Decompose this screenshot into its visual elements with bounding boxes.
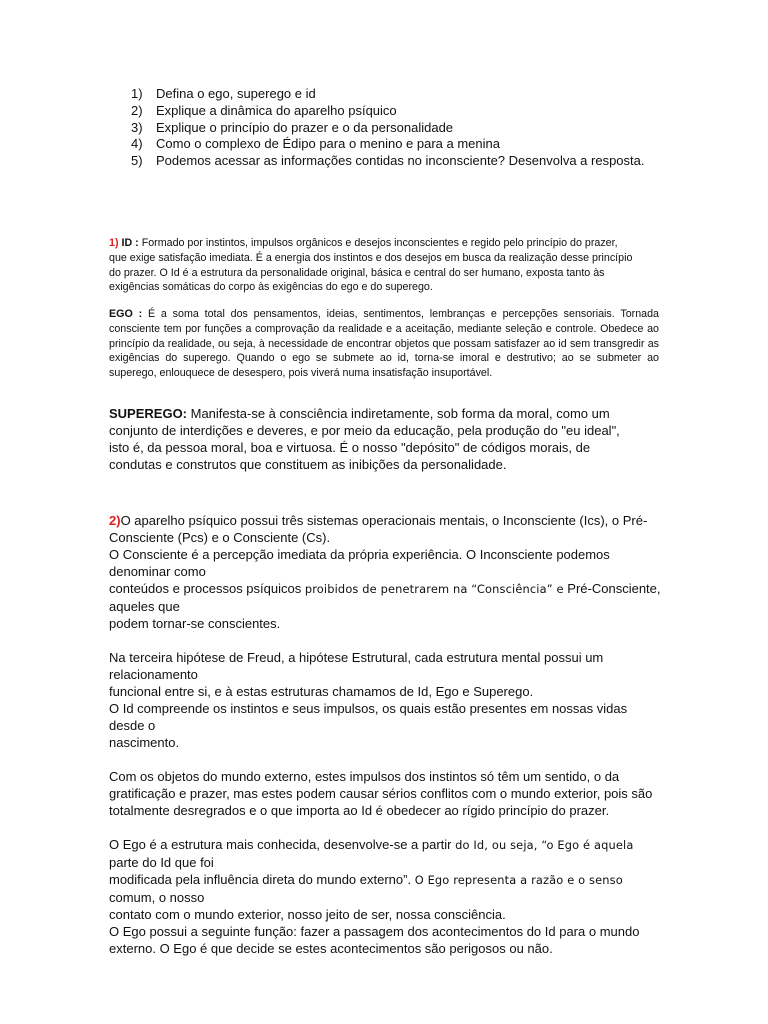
answer-2-number: 2) [109, 513, 121, 528]
text-line: O Id compreende os instintos e seus impulsos, os quais estão presentes em nossas vidas [109, 701, 628, 716]
question-number: 2) [131, 102, 143, 118]
id-text: Formado por instintos, impulsos orgânicos e desejos inconscientes e regido pelo princípio do prazer, que exige satisfação imediata. É a energia dos instintos e dos desejos em busca da realização desse princípio do prazer. O Id é a estrutura da personalidade original, básica e central do ser humano, exposta tanto às exigências somáticas do corpo às exigências do ego e do superego. [109, 237, 633, 294]
question-list [131, 86, 645, 170]
id-definition-paragraph [109, 236, 634, 295]
id-label: ID : [121, 237, 139, 249]
text-line-content: proibidos de penetrarem na “Consciência” e [304, 582, 564, 596]
text-line: relacionamento [109, 667, 198, 682]
question-text: Podemos acessar as informações contidas no inconsciente? Desenvolva a resposta. [156, 153, 645, 169]
question-number: 4) [131, 136, 143, 152]
text-line: comum, o nosso [109, 890, 205, 905]
text-line-content: O aparelho psíquico possui três sistemas operacionais mentais, o Inconsciente (Ics), o Pré- [120, 513, 648, 528]
text-line: totalmente desregrados e o que importa ao Id é obedecer ao rígido princípio do prazer. [109, 803, 610, 818]
answer-2-section [109, 512, 679, 957]
text-line [109, 512, 679, 529]
text-line: Com os objetos do mundo externo, estes impulsos dos instintos só têm um sentido, o da [109, 769, 620, 784]
text-line-content: Pré-Consciente, [563, 581, 661, 596]
text-line-content: modificada pela influência direta do mundo externo”. [109, 872, 415, 887]
superego-definition-paragraph [109, 405, 629, 473]
text-line: denominar como [109, 564, 206, 579]
question-item [131, 136, 645, 153]
text-line [109, 580, 679, 598]
text-line: O Consciente é a percepção imediata da própria experiência. O Inconsciente podemos [109, 547, 610, 562]
question-number: 5) [131, 153, 143, 169]
text-line [109, 871, 679, 889]
text-line: podem tornar-se conscientes. [109, 616, 281, 631]
question-number: 1) [131, 86, 143, 101]
text-line: parte do Id que foi [109, 855, 214, 870]
text-line-content: conteúdos e processos psíquicos [109, 581, 305, 596]
question-text: Como o complexo de Édipo para o menino e para a menina [156, 136, 500, 152]
question-text: Explique a dinâmica do aparelho psíquico [156, 102, 397, 118]
text-line: aqueles que [109, 599, 180, 614]
text-line: externo. O Ego é que decide se estes acontecimentos são perigosos ou não. [109, 941, 553, 956]
superego-text: Manifesta-se à consciência indiretamente, sob forma da moral, como um conjunto de interdições e deveres, e por meio da educação, pela produção do "eu ideal", isto é, da pessoa moral, boa e virtuosa. É o nosso "depósito" de códigos morais, de condutas e construtos que constituem as inibições da personalidade. [109, 406, 620, 472]
ego-text: É a soma total dos pensamentos, ideias, sentimentos, lembranças e percepções sensoriais. Tornada consciente tem por funções a comprovação da realidade e a aceitação, mediante seleção e controle. Obedece ao princípio da realidade, ou seja, à necessidade de encontrar objetos que possam satisfazer ao id sem transgredir as exigências do superego. Quando o ego se submete ao id, torna-se imoral e destrutivo; ao se submeter ao superego, enlouquece de desespero, pois viverá numa insatisfação insuportável. [109, 308, 659, 380]
text-line-content: O Ego é a estrutura mais conhecida, desenvolve-se a partir [109, 837, 456, 852]
text-line: Consciente (Pcs) e o Consciente (Cs). [109, 530, 331, 545]
text-line: contato com o mundo exterior, nosso jeito de ser, nossa consciência. [109, 907, 506, 922]
question-text: Explique o princípio do prazer e o da personalidade [156, 119, 454, 135]
text-line: nascimento. [109, 735, 180, 750]
ego-definition-paragraph [109, 307, 659, 381]
question-item [131, 86, 645, 103]
text-line-content: do Id, ou seja, “o Ego é aquela [455, 838, 634, 852]
question-item [131, 120, 645, 137]
text-line: Na terceira hipótese de Freud, a hipótese Estrutural, cada estrutura mental possui um [109, 650, 604, 665]
question-item [131, 153, 645, 170]
question-number: 3) [131, 119, 143, 135]
text-line [109, 836, 679, 854]
text-line: O Ego possui a seguinte função: fazer a passagem dos acontecimentos do Id para o mundo [109, 924, 640, 939]
question-item [131, 103, 645, 120]
answer-1-number: 1) [109, 237, 119, 249]
question-text: Defina o ego, superego e id [156, 86, 316, 101]
text-line: gratificação e prazer, mas estes podem causar sérios conflitos com o mundo exterior, pois são [109, 786, 653, 801]
text-line: funcional entre si, e à estas estruturas chamamos de Id, Ego e Superego. [109, 684, 534, 699]
text-line-content: O Ego representa a razão e o senso [414, 873, 623, 887]
ego-label: EGO : [109, 308, 143, 320]
text-line: desde o [109, 718, 156, 733]
superego-label: SUPEREGO: [109, 406, 188, 421]
